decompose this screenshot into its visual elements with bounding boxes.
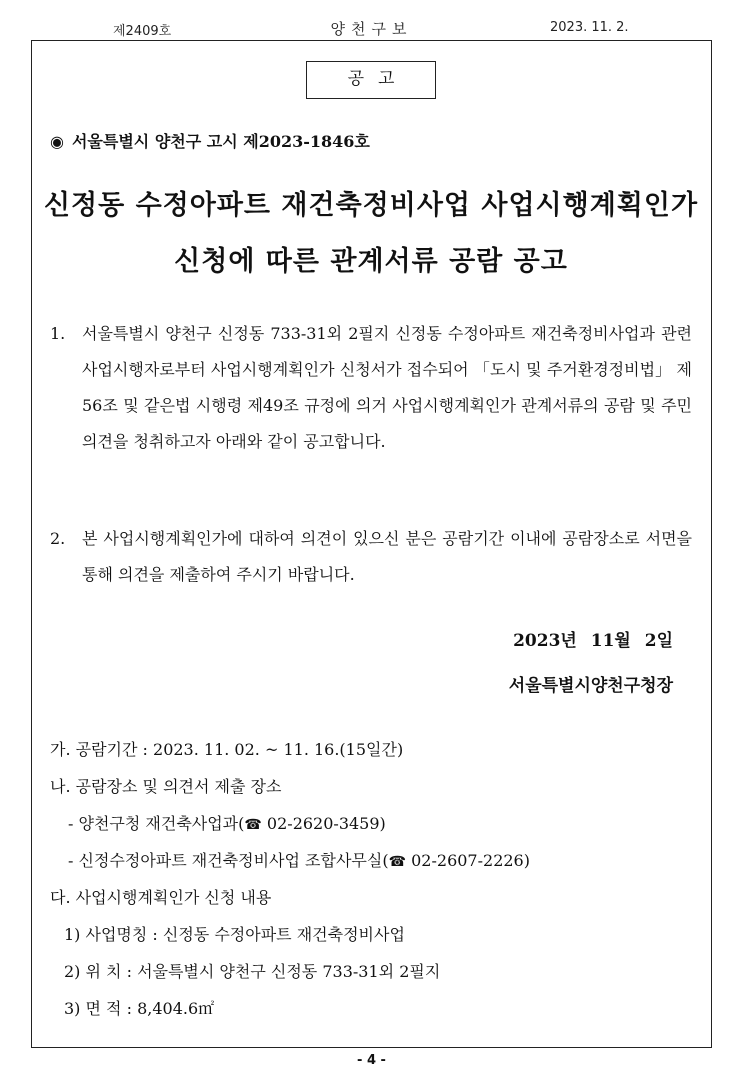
paragraph-text: 본 사업시행계획인가에 대하여 의견이 있으신 분은 공람기간 이내에 공람장소로 서면을 통해 의견을 제출하여 주시기 바랍니다.	[82, 529, 692, 584]
page-header	[0, 18, 743, 38]
phone-number: 02-2607-2226)	[406, 851, 530, 870]
list-item	[50, 805, 690, 842]
issue-date: 2023. 11. 2.	[550, 20, 629, 35]
issue-number: 제2409호	[113, 24, 172, 39]
publication-name: 양천구보	[330, 20, 413, 38]
paragraph-text: 서울특별시 양천구 신정동 733-31외 2필지 신정동 수정아파트 재건축정비사업과 관련 사업시행자로부터 사업시행계획인가 신청서가 접수되어 「도시 및 주거환경정비법」 제56조 및 같은법 시행령 제49조 규정에 의거 사업시행계획인가 관계서류의 공람 및 주민의견을 청취하고자 아래와 같이 공고합니다.	[82, 324, 692, 451]
title-line-2: 신청에 따른 관계서류 공람 공고	[174, 246, 568, 277]
paragraph-number: 1.	[50, 324, 66, 343]
decree-text: 서울특별시 양천구 고시 제2023-1846호	[71, 132, 370, 151]
notice-date: 2023년 11월 2일	[513, 631, 673, 651]
phone-icon: ☎	[244, 817, 262, 833]
list-item: 다. 사업시행계획인가 신청 내용	[50, 888, 272, 907]
details-list	[50, 731, 690, 1027]
list-item: 1) 사업명칭 : 신정동 수정아파트 재건축정비사업	[64, 925, 405, 944]
location-name: - 신정수정아파트 재건축정비사업 조합사무실(	[68, 851, 389, 870]
location-name: - 양천구청 재건축사업과(	[68, 814, 245, 833]
list-item: 가. 공람기간 : 2023. 11. 02. ~ 11. 16.(15일간)	[50, 740, 404, 759]
page-number: - 4 -	[357, 1053, 386, 1068]
phone-icon: ☎	[388, 854, 407, 870]
list-item	[50, 842, 690, 879]
list-item: 나. 공람장소 및 의견서 제출 장소	[50, 777, 282, 796]
bullet-icon: ◉	[50, 132, 64, 151]
phone-number: 02-2620-3459)	[261, 814, 386, 833]
notice-label: 공고	[306, 61, 436, 99]
list-item: 2) 위 치 : 서울특별시 양천구 신정동 733-31외 2필지	[64, 962, 441, 981]
paragraph-2	[50, 521, 692, 593]
decree-number	[50, 129, 370, 152]
document-frame	[31, 40, 712, 1048]
paragraph-number: 2.	[50, 529, 66, 548]
title-line-1: 신정동 수정아파트 재건축정비사업 사업시행계획인가	[43, 190, 699, 221]
signer: 서울특별시양천구청장	[508, 676, 673, 696]
paragraph-1	[50, 316, 692, 460]
list-item: 3) 면 적 : 8,404.6㎡	[64, 999, 215, 1018]
